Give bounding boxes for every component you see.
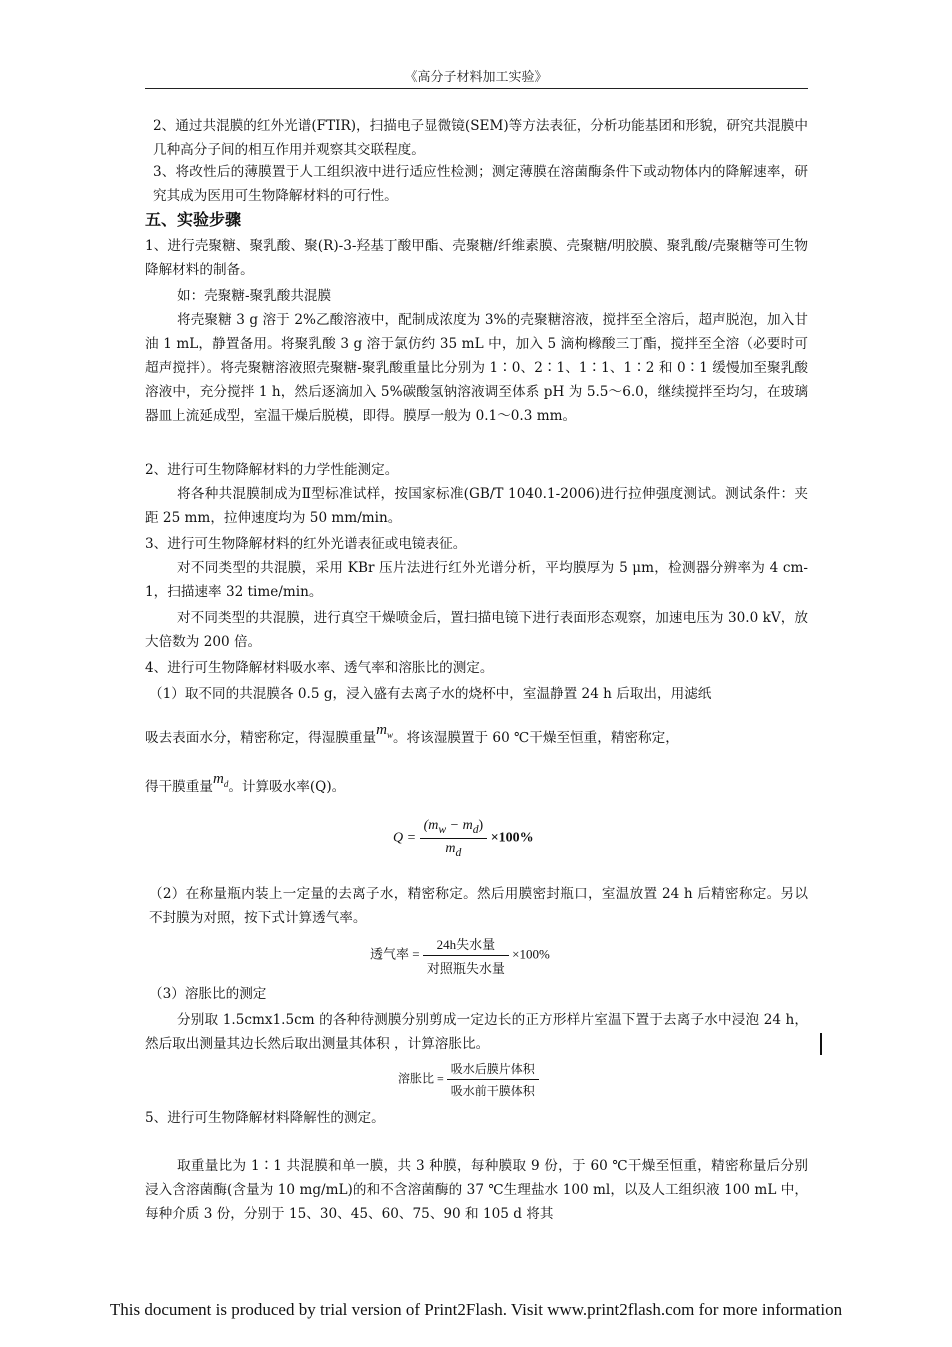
- formula-water-absorption: Q = $\frac{(m_w - m_d)}{m_d}$ ×100%: [393, 818, 534, 859]
- wet-weight-symbol: $m_w$: [376, 722, 393, 740]
- step-5: 5、进行可生物降解材料降解性的测定。: [145, 1110, 385, 1126]
- paragraph-degradation: 取重量比为 1∶1 共混膜和单一膜，共 3 种膜，每种膜取 9 份，于 60 ℃干燥至恒重，精密称量后分别浸入含溶菌酶(含量为 10 mg/mL)的和不含溶菌酶的 37 ℃生理盐水 100 ml，以及人工组织液 100 mL 中，每种介质 3 份，分别于 15、30、45、60、75、90 和 105 d 将其: [145, 1158, 808, 1222]
- wet-weight-text: 吸去表面水分，精密称定，得湿膜重量: [145, 730, 377, 746]
- paragraph-absorption-3: [145, 771, 808, 804]
- running-header: 《高分子材料加工实验》: [404, 70, 548, 85]
- header-rule: [145, 88, 808, 89]
- trial-watermark-footer: This document is produced by trial version of Print2Flash. Visit www.print2flash.com for more information: [109, 1300, 843, 1319]
- paragraph-permeability: （2）在称量瓶内装上一定量的去离子水，精密称定。然后用膜密封瓶口，室温放置 24 h 后精密称定。另以不封膜为对照，按下式计算透气率。: [149, 886, 808, 926]
- paragraph-ir: 对不同类型的共混膜，采用 KBr 压片法进行红外光谱分析，平均膜厚为 5 μm，检测器分辨率为 4 cm-1，扫描速率 32 time/min。: [145, 560, 808, 600]
- text-cursor: [820, 1033, 822, 1055]
- paragraph-adaptability: 3、将改性后的薄膜置于人工组织液中进行适应性检测；测定薄膜在溶菌酶条件下或动物体内的降解速率，研究其成为医用可生物降解材料的可行性。: [153, 164, 808, 204]
- paragraph-absorption-2: [145, 722, 808, 755]
- paragraph-absorption-1: （1）取不同的共混膜各 0.5 g，浸入盛有去离子水的烧杯中，室温静置 24 h 后取出，用滤纸: [149, 686, 712, 702]
- section-heading: 五、实验步骤: [145, 210, 242, 229]
- step-3: 3、进行可生物降解材料的红外光谱表征或电镜表征。: [145, 536, 467, 552]
- paragraph-sem: 对不同类型的共混膜，进行真空干燥喷金后，置扫描电镜下进行表面形态观察，加速电压为 30.0 kV，放大倍数为 200 倍。: [145, 610, 808, 650]
- paragraph-tensile: 将各种共混膜制成为Ⅱ型标准试样，按国家标准(GB/T 1040.1-2006)进行拉伸强度测试。测试条件：夹距 25 mm，拉伸速度均为 50 mm/min。: [145, 486, 808, 526]
- drying-text: 。将该湿膜置于 60 ℃干燥至恒重，精密称定，: [392, 730, 679, 746]
- paragraph-swelling: 分别取 1.5cmx1.5cm 的各种待测膜分别剪成一定边长的正方形样片室温下置于去离子水中浸泡 24 h，然后取出测量其边长然后取出测量其体积 ，计算溶胀比。: [145, 1012, 808, 1052]
- dry-weight-symbol: $m_d$: [212, 771, 229, 789]
- fraction-permeability: $\frac{\text{24h失水量}}{\text{对照瓶失水量}}$: [423, 934, 509, 977]
- dry-weight-text: 得干膜重量: [145, 779, 213, 795]
- paragraph-preparation: 将壳聚糖 3 g 溶于 2%乙酸溶液中，配制成浓度为 3%的壳聚糖溶液，搅拌至全溶后，超声脱泡，加入甘油 1 mL，静置备用。将聚乳酸 3 g 溶于氯仿约 35 mL 中，加入 5 滴枸橼酸三丁酯，搅拌至全溶（必要时可超声搅拌）。将壳聚糖溶液照壳聚糖-聚乳酸重量比分别为 1∶0、2∶1、1∶1、1∶2 和 0∶1 缓慢加至聚乳酸溶液中，充分搅拌 1 h，然后逐滴加入 5%碳酸氢钠溶液调至体系 pH 为 5.5～6.0，继续搅拌至均匀，在玻璃器皿上流延成型，室温干燥后脱模，即得。膜厚一般为 0.1～0.3 mm。: [145, 312, 808, 424]
- calc-q-text: 。计算吸水率(Q)。: [228, 779, 346, 795]
- fraction-swelling: $\frac{\text{吸水后膜片体积}}{\text{吸水前干膜体积}}$: [447, 1060, 539, 1099]
- step-4: 4、进行可生物降解材料吸水率、透气率和溶胀比的测定。: [145, 660, 494, 676]
- formula-permeability: 透气率 = $\frac{\text{24h失水量}}{\text{对照瓶失水量}}$ ×100%: [370, 934, 550, 977]
- step-1: 1、进行壳聚糖、聚乳酸、聚(R)-3-羟基丁酸甲酯、壳聚糖/纤维素膜、壳聚糖/明胶膜、聚乳酸/壳聚糖等可生物降解材料的制备。: [145, 238, 808, 278]
- fraction-q: $\frac{(m_w - m_d)}{m_d}$: [420, 818, 488, 859]
- formula-swelling: 溶胀比 = $\frac{\text{吸水后膜片体积}}{\text{吸水前干膜体积}}$: [398, 1060, 539, 1099]
- step-2: 2、进行可生物降解材料的力学性能测定。: [145, 462, 399, 478]
- paragraph-swelling-title: （3）溶胀比的测定: [149, 986, 267, 1002]
- paragraph-ftir: 2、通过共混膜的红外光谱(FTIR)，扫描电子显微镜(SEM)等方法表征，分析功能基团和形貌，研究共混膜中几种高分子间的相互作用并观察其交联程度。: [153, 118, 808, 158]
- example-label: 如：壳聚糖-聚乳酸共混膜: [177, 288, 332, 304]
